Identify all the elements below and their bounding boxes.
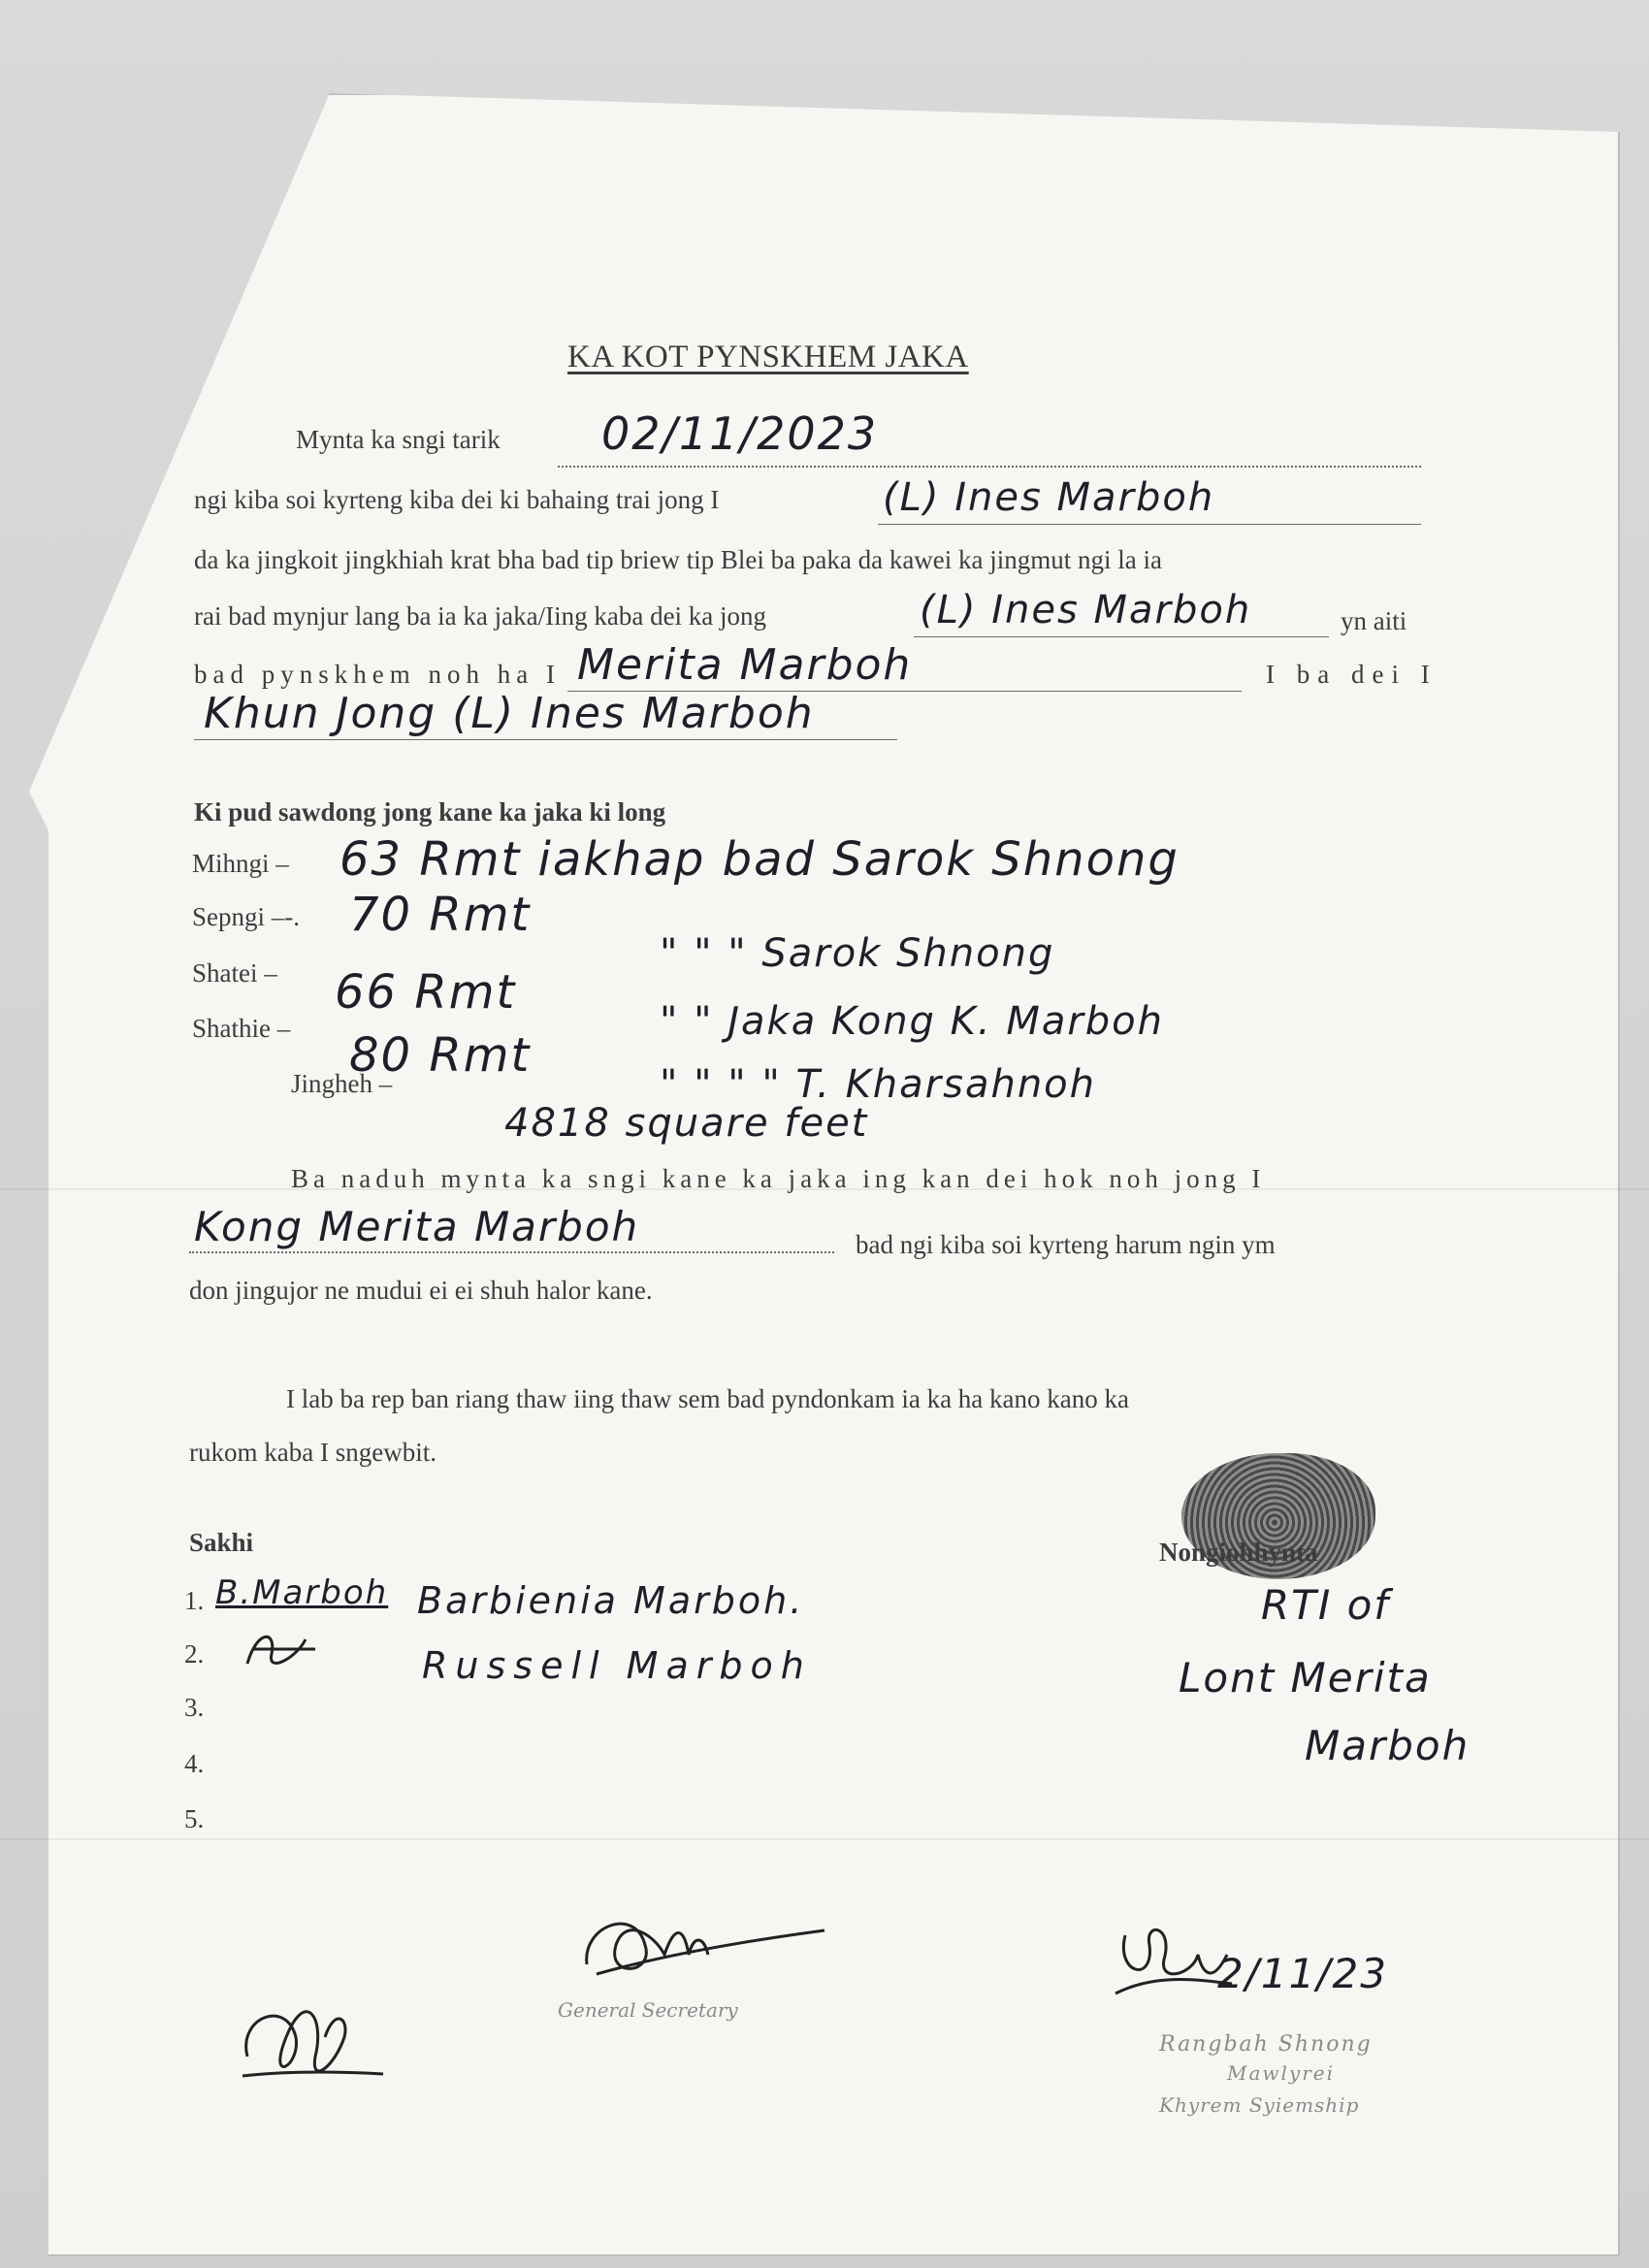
paragraph-line: rukom kaba I sngewbit. (189, 1438, 436, 1467)
property-owner-underline (914, 636, 1329, 637)
witness-number: 1. (184, 1586, 205, 1615)
paragraph-line: don jingujor ne mudui ei ei shuh halor kane. (189, 1276, 653, 1305)
document-title: KA KOT PYNSKHEM JAKA (567, 340, 969, 374)
paragraph-line: da ka jingkoit jingkhiah krat bha bad tip briew tip Blei ba paka da kawei ka jingmut ngi la ia (194, 545, 1162, 574)
date-handwritten: 02/11/2023 (601, 407, 879, 460)
witness-number: 5. (184, 1804, 205, 1833)
witness2-signature-mark (238, 1620, 325, 1678)
boundary-label-north: Shatei – (192, 958, 277, 988)
stamp-right-line3: Khyrem Syiemship (1159, 2093, 1360, 2117)
boundary-label-east: Mihngi – (192, 849, 289, 878)
new-owner-underline (189, 1251, 834, 1253)
owner-line-text: ngi kiba soi kyrteng kiba dei ki bahaing trai jong I (194, 485, 720, 514)
paragraph-line: Ba naduh mynta ka sngi kane ka jaka ing kan dei hok noh jong I (291, 1164, 1266, 1193)
boundary-ditto-north: " " Jaka Kong K. Marboh (660, 999, 1165, 1044)
date-underline (558, 466, 1421, 468)
boundary-value-east: 63 Rmt iakhap bad Sarok Shnong (340, 832, 1180, 887)
boundary-label-west: Sepngi –-. (192, 902, 300, 931)
stamp-right-line2: Mawlyrei (1227, 2061, 1336, 2085)
witness-number: 2. (184, 1639, 205, 1669)
boundary-label-south: Shathie – (192, 1014, 291, 1043)
signatory-handwritten-line1: RTI of (1261, 1581, 1391, 1629)
signature-date-handwritten: 2/11/23 (1217, 1950, 1388, 1997)
boundary-heading: Ki pud sawdong jong kane ka jaka ki long (194, 797, 666, 826)
beneficiary-handwritten: Merita Marboh (577, 640, 913, 690)
signatory-handwritten-line2: Lont Merita (1179, 1654, 1432, 1701)
witness-number: 3. (184, 1693, 205, 1722)
witness2-name: Russell Marboh (422, 1644, 812, 1687)
fold-line (0, 1838, 1649, 1840)
relation-underline (194, 739, 897, 740)
boundary-ditto-west: " " " Sarok Shnong (660, 931, 1055, 976)
new-owner-handwritten: Kong Merita Marboh (194, 1203, 640, 1250)
stamp-right-line1: Rangbah Shnong (1159, 2032, 1373, 2057)
date-line-label: Mynta ka sngi tarik (296, 425, 501, 454)
witness1-name: Barbienia Marboh. (417, 1579, 805, 1622)
owner-name-handwritten: (L) Ines Marboh (883, 475, 1215, 520)
paragraph-line: I ba dei I (1266, 660, 1438, 689)
paragraph-line: bad ngi kiba soi kyrteng harum ngin ym (856, 1230, 1276, 1259)
signatory-handwritten-line3: Marboh (1305, 1722, 1471, 1769)
boundary-value-north: 66 Rmt (335, 965, 517, 1020)
paragraph-line: bad pynskhem noh ha I (194, 660, 561, 689)
paragraph-line: I lab ba rep ban riang thaw iing thaw sem bad pyndonkam ia ka ha kano kano ka (286, 1384, 1129, 1413)
relation-handwritten: Khun Jong (L) Ines Marboh (204, 689, 815, 738)
boundary-value-area: 4818 square feet (504, 1101, 869, 1146)
boundary-ditto-south: " " " " T. Kharsahnoh (660, 1062, 1096, 1107)
owner-underline (878, 524, 1421, 525)
signatory-label: Nongiohhynta (1159, 1538, 1318, 1567)
signature-left (228, 1979, 393, 2115)
paragraph-line: rai bad mynjur lang ba ia ka jaka/Iing kaba dei ka jong (194, 601, 767, 631)
boundary-value-west: 70 Rmt (349, 888, 532, 942)
property-owner-handwritten: (L) Ines Marboh (920, 588, 1252, 632)
paragraph-line: yn aiti (1341, 606, 1407, 635)
witness-heading: Sakhi (189, 1528, 254, 1557)
stamp-center-text: General Secretary (558, 1998, 738, 2022)
signature-center (577, 1906, 829, 1993)
witness-number: 4. (184, 1749, 205, 1778)
boundary-value-south: 80 Rmt (349, 1028, 532, 1083)
witness1-signature: B.Marboh (215, 1573, 389, 1612)
boundary-label-area: Jingheh – (291, 1069, 393, 1098)
